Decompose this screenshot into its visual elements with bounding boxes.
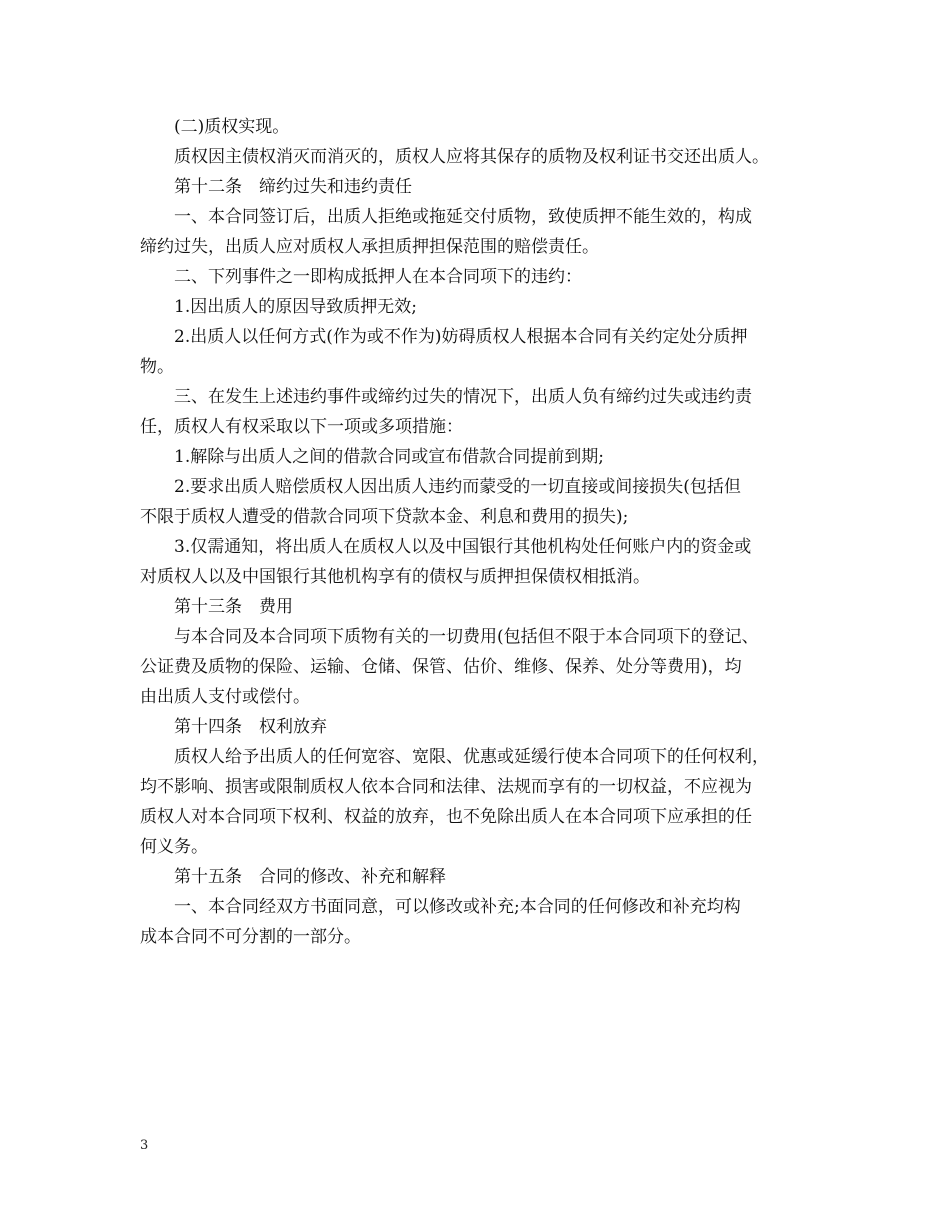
paragraph-line: 1.因出质人的原因导致质押无效;	[174, 297, 417, 317]
section-heading-pledge-realization: (二)质权实现。	[174, 117, 290, 137]
paragraph-line: 何义务。	[140, 837, 208, 857]
paragraph-line: 三、在发生上述违约事件或缔约过失的情况下，出质人负有缔约过失或违约责	[174, 387, 752, 407]
paragraph-line: 3.仅需通知，将出质人在质权人以及中国银行其他机构处任何账户内的资金或	[174, 537, 752, 557]
paragraph-line: 任，质权人有权采取以下一项或多项措施：	[140, 417, 463, 437]
paragraph-line: 物。	[140, 357, 174, 377]
paragraph-line: 对质权人以及中国银行其他机构享有的债权与质押担保债权相抵消。	[140, 567, 650, 587]
paragraph-line: 2.要求出质人赔偿质权人因出质人违约而蒙受的一切直接或间接损失(包括但	[174, 477, 741, 497]
paragraph-line: 质权因主债权消灭而消灭的，质权人应将其保存的质物及权利证书交还出质人。	[174, 147, 769, 167]
paragraph-line: 一、本合同经双方书面同意，可以修改或补充;本合同的任何修改和补充均构	[174, 897, 741, 917]
paragraph-line: 2.出质人以任何方式(作为或不作为)妨碍质权人根据本合同有关约定处分质押	[174, 327, 748, 347]
page-number: 3	[140, 1138, 149, 1153]
paragraph-line: 二、下列事件之一即构成抵押人在本合同项下的违约：	[174, 267, 582, 287]
paragraph-line: 一、本合同签订后，出质人拒绝或拖延交付质物，致使质押不能生效的，构成	[174, 207, 752, 227]
paragraph-line: 缔约过失，出质人应对质权人承担质押担保范围的赔偿责任。	[140, 237, 599, 257]
paragraph-line: 均不影响、损害或限制质权人依本合同和法律、法规而享有的一切权益，不应视为	[140, 777, 752, 797]
article-15-heading: 第十五条 合同的修改、补充和解释	[174, 867, 446, 887]
paragraph-line: 质权人对本合同项下权利、权益的放弃，也不免除出质人在本合同项下应承担的任	[140, 807, 752, 827]
article-12-heading: 第十二条 缔约过失和违约责任	[174, 177, 412, 197]
paragraph-line: 质权人给予出质人的任何宽容、宽限、优惠或延缓行使本合同项下的任何权利，	[174, 747, 769, 767]
paragraph-line: 由出质人支付或偿付。	[140, 687, 310, 707]
article-14-heading: 第十四条 权利放弃	[174, 717, 327, 737]
paragraph-line: 成本合同不可分割的一部分。	[140, 927, 361, 947]
paragraph-line: 1.解除与出质人之间的借款合同或宣布借款合同提前到期;	[174, 447, 604, 467]
paragraph-line: 与本合同及本合同项下质物有关的一切费用(包括但不限于本合同项下的登记、	[174, 627, 759, 647]
document-body	[140, 112, 812, 952]
article-13-heading: 第十三条 费用	[174, 597, 293, 617]
paragraph-line: 不限于质权人遭受的借款合同项下贷款本金、利息和费用的损失);	[140, 507, 629, 527]
paragraph-line: 公证费及质物的保险、运输、仓储、保管、估价、维修、保养、处分等费用)，均	[140, 657, 742, 677]
